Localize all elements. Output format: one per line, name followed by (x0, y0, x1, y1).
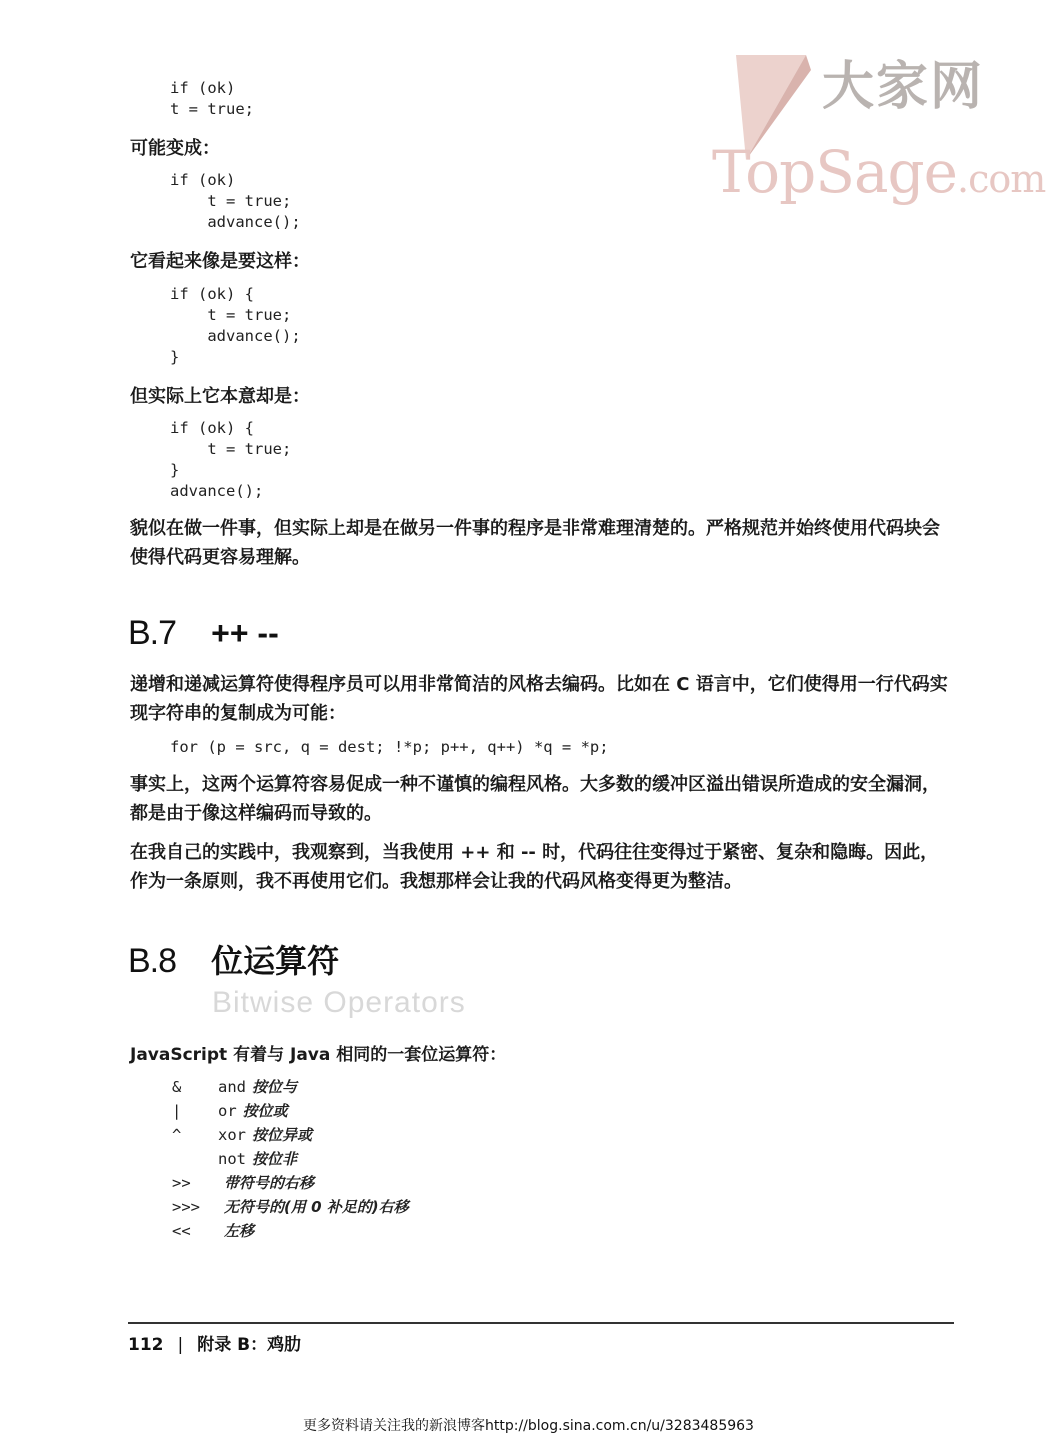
paragraph-code-blocks: 貌似在做一件事，但实际上却是在做另一件事的程序是非常难理清楚的。严格规范并始终使用代码块会使得代码更容易理解。 (130, 518, 940, 568)
watermark-en-main: TopSage (712, 138, 957, 206)
code-block-1: if (ok) t = true; (170, 79, 254, 118)
operator-description (224, 1219, 254, 1243)
paragraph-b8-intro: JavaScript 有着与 Java 相同的一套位运算符： (130, 1045, 507, 1065)
operator-meaning: 按位异或 (252, 1126, 313, 1144)
operator-symbol: & (172, 1078, 182, 1096)
watermark-logo (706, 40, 1046, 220)
operator-symbol: << (172, 1222, 191, 1240)
section-number: B.8 (128, 942, 177, 980)
operator-keyword: xor (218, 1126, 246, 1144)
operator-keyword: or (218, 1102, 237, 1120)
operator-description (218, 1075, 297, 1099)
code-block-3: if (ok) { t = true; advance(); } (170, 285, 301, 366)
section-title: ++ -- (211, 615, 279, 651)
blog-note: 更多资料请关注我的新浪博客http://blog.sina.com.cn/u/3283485963 (303, 1418, 754, 1434)
watermark-en-text (712, 138, 1045, 206)
code-block-5: for (p = src, q = dest; !*p; p++, q++) *q = *p; (170, 738, 609, 756)
operator-description (218, 1123, 312, 1147)
code-block-2: if (ok) t = true; advance(); (170, 171, 301, 231)
operator-symbol: >> (172, 1174, 191, 1192)
operator-symbol: >>> (172, 1198, 200, 1216)
footer-rule (128, 1322, 954, 1324)
operator-table (172, 1075, 572, 1245)
operator-meaning: 无符号的(用 0 补足的)右移 (224, 1198, 409, 1216)
operator-description (218, 1147, 297, 1171)
section-title: 位运算符 (211, 942, 340, 980)
operator-meaning: 按位或 (242, 1102, 288, 1120)
operator-meaning: 按位与 (252, 1078, 298, 1096)
operator-meaning: 带符号的右移 (224, 1174, 315, 1192)
operator-meaning: 按位非 (252, 1150, 298, 1168)
operator-description (218, 1099, 288, 1123)
paragraph-b7-intro: 递增和递减运算符使得程序员可以用非常简洁的风格去编码。比如在 C 语言中，它们使得用一行代码实现字符串的复制成为可能： (130, 674, 948, 724)
chapter-title: 附录 B：鸡肋 (197, 1335, 302, 1355)
section-heading-b8 (128, 936, 339, 982)
operator-keyword: not (218, 1150, 246, 1168)
operator-keyword: and (218, 1078, 246, 1096)
operator-symbol: | (172, 1102, 182, 1120)
section-subtitle: Bitwise Operators (212, 986, 466, 1019)
paragraph-looks-like: 它看起来像是要这样： (130, 251, 310, 272)
operator-symbol: ^ (172, 1126, 182, 1144)
watermark-en-suffix: .com (957, 157, 1046, 201)
operator-description (224, 1195, 409, 1219)
page-number: 112 (128, 1335, 164, 1355)
paragraph-actually: 但实际上它本意却是： (130, 386, 310, 407)
page-footer (128, 1330, 301, 1355)
code-block-4: if (ok) { t = true; } advance(); (170, 419, 292, 500)
paragraph-might-become: 可能变成： (130, 138, 220, 159)
operator-description (224, 1171, 314, 1195)
operator-meaning: 左移 (224, 1222, 255, 1240)
paragraph-b7-security: 事实上，这两个运算符容易促成一种不谨慎的编程风格。大多数的缓冲区溢出错误所造成的安全漏洞，都是由于像这样编码而导致的。 (130, 774, 940, 824)
section-number: B.7 (128, 614, 177, 652)
section-heading-b7 (128, 614, 279, 653)
watermark-cn-text: 大家网 (822, 56, 985, 117)
footer-separator: | (177, 1335, 184, 1355)
paragraph-b7-practice: 在我自己的实践中，我观察到，当我使用 ++ 和 -- 时，代码往往变得过于紧密、复杂和隐晦。因此，作为一条原则，我不再使用它们。我想那样会让我的代码风格变得更为整洁。 (130, 842, 939, 892)
